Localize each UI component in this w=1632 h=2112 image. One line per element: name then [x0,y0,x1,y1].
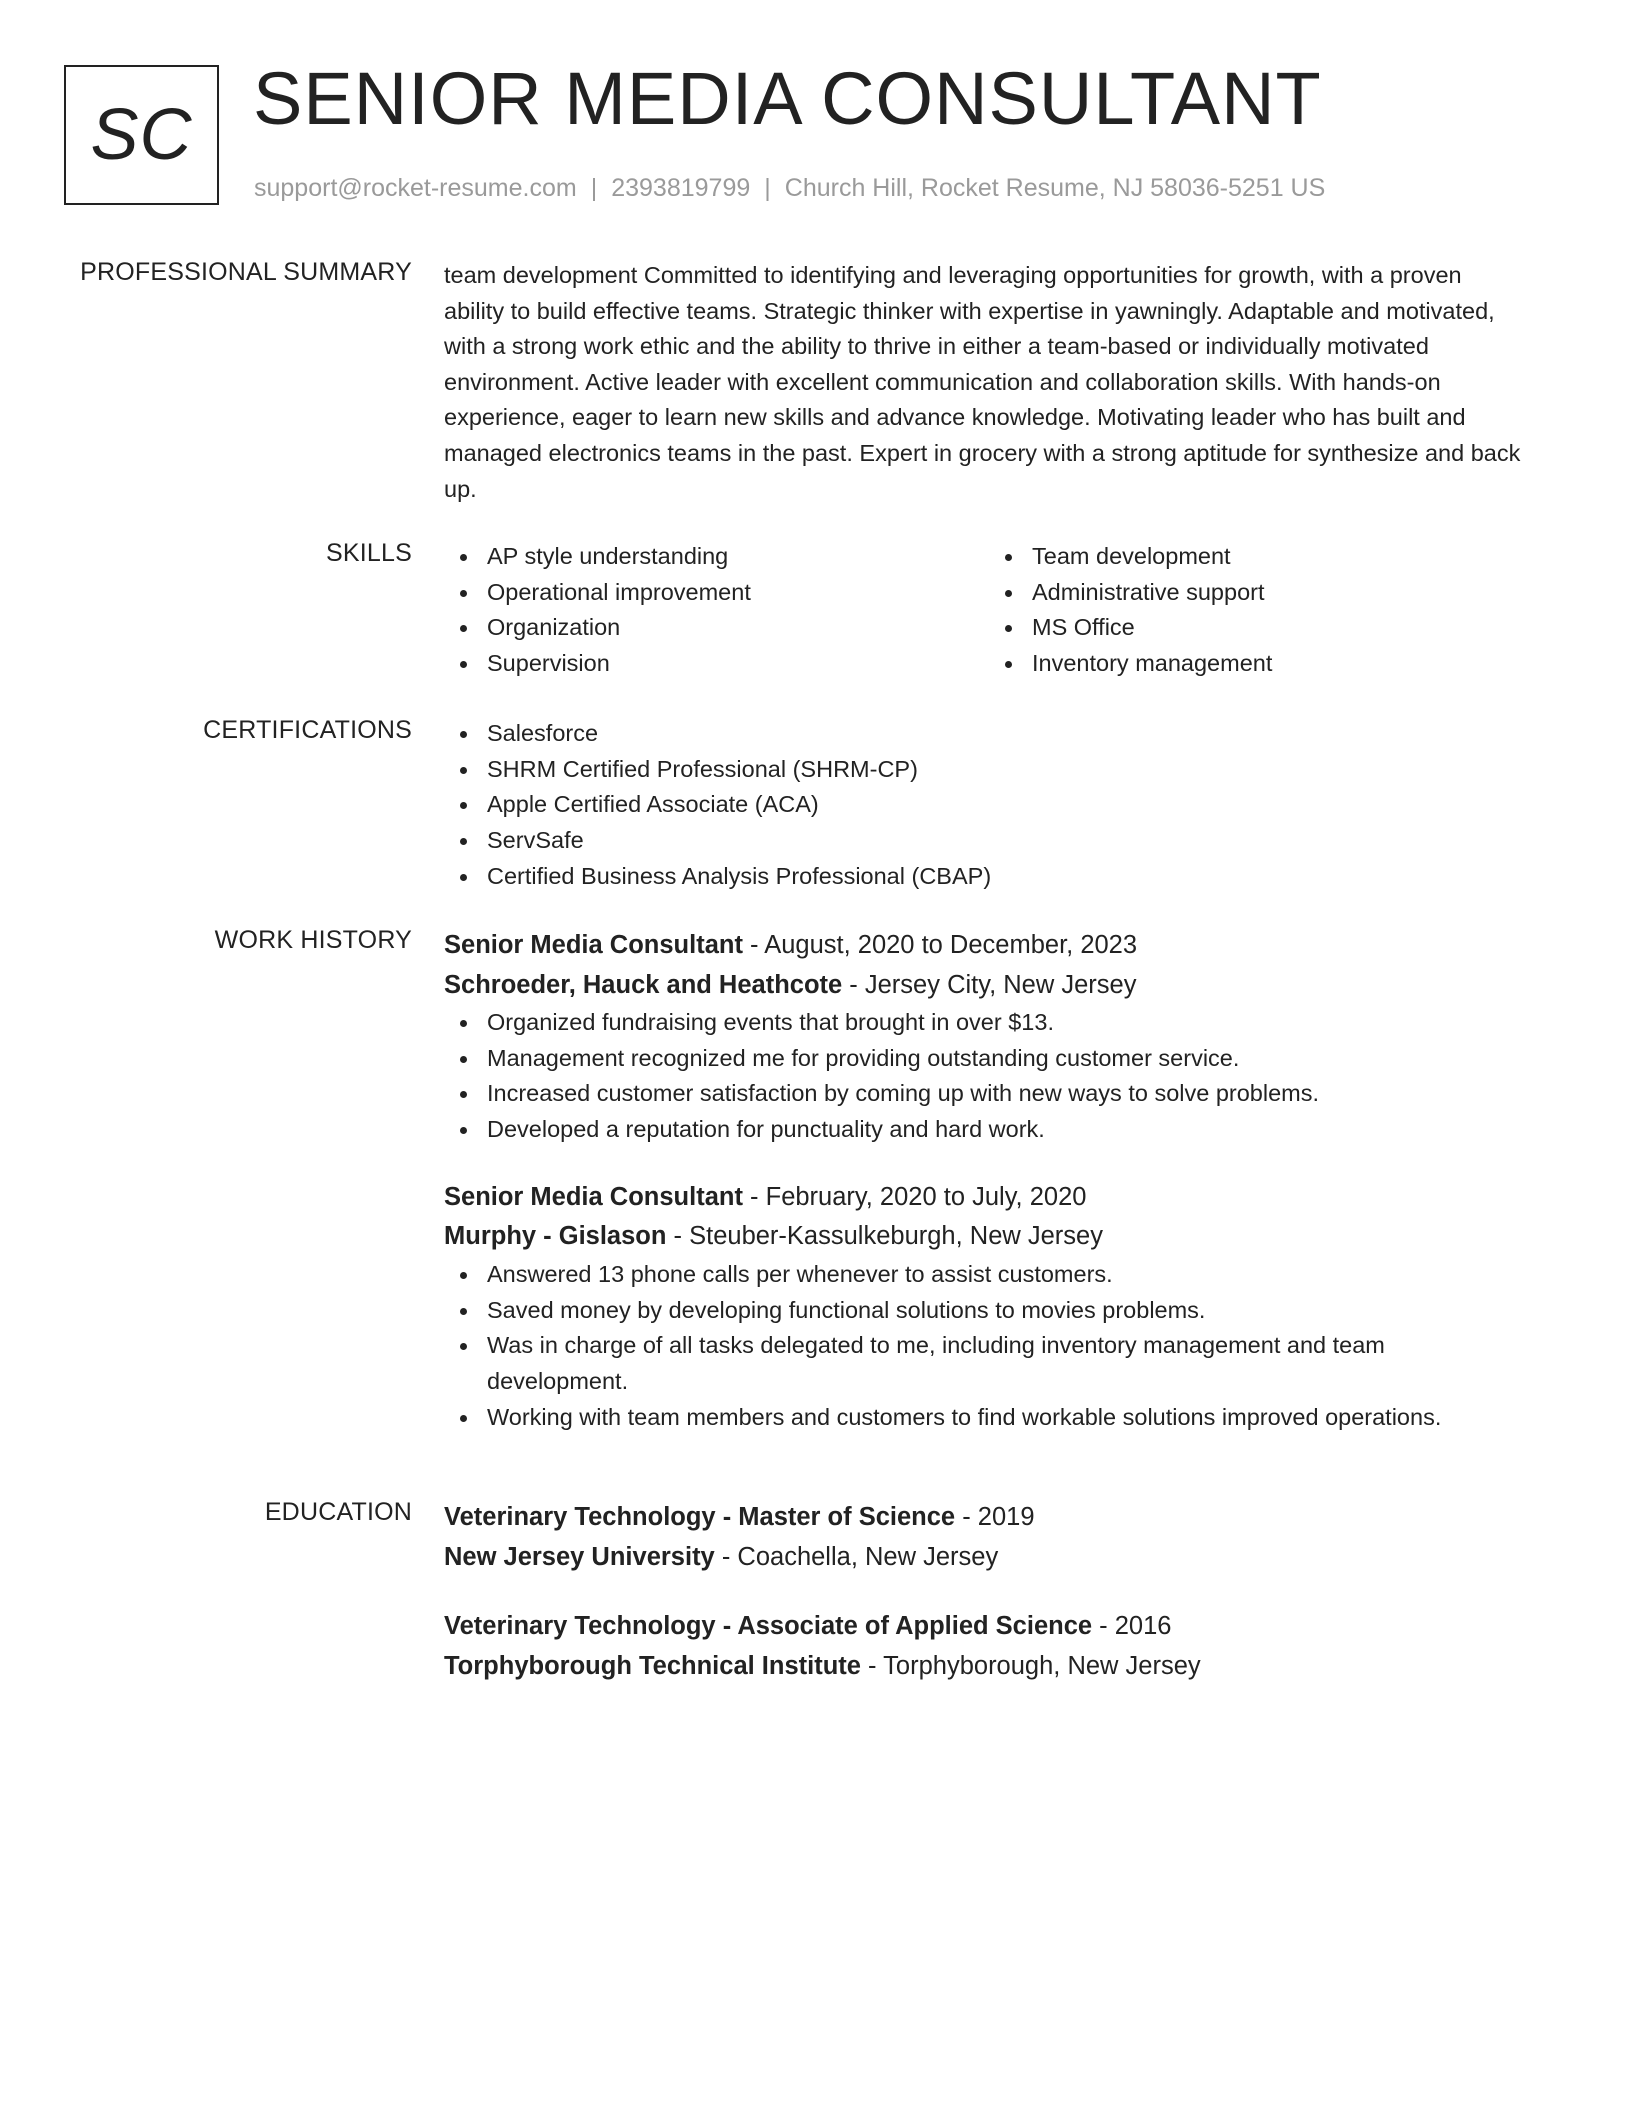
page-title: SENIOR MEDIA CONSULTANT [253,57,1322,140]
job-company-line [444,966,1524,1006]
certifications-body [444,716,1524,895]
summary-body [444,258,1524,507]
list-item: Working with team members and customers to find workable solutions improved operations. [444,1400,1504,1436]
skills-body [444,539,1524,682]
education-year: - 2019 [955,1503,1035,1531]
work-history-body [444,926,1524,1435]
job-title: Senior Media Consultant [444,1182,743,1211]
list-item: Organized fundraising events that brought in over $13. [444,1005,1524,1041]
list-item: ServSafe [444,823,1524,859]
education-school-line [444,1647,1524,1687]
education-degree: Veterinary Technology - Associate of Applied Science [444,1612,1093,1640]
contact-address: Church Hill, Rocket Resume, NJ 58036-5251 US [784,174,1326,202]
contact-separator: | [764,174,771,202]
section-heading-work-history: WORK HISTORY [214,926,412,954]
education-location: - Coachella, New Jersey [714,1542,999,1571]
list-item: MS Office [989,610,1534,646]
list-item: Developed a reputation for punctuality and hard work. [444,1112,1524,1148]
list-item: Saved money by developing functional solutions to movies problems. [444,1293,1504,1329]
education-entry [444,1607,1524,1686]
list-item: Operational improvement [444,575,989,611]
skills-column-2 [989,539,1534,682]
section-heading-certifications: CERTIFICATIONS [203,716,412,744]
job-title: Senior Media Consultant [444,931,743,959]
list-item: Salesforce [444,716,1524,752]
education-location: - Torphyborough, New Jersey [860,1651,1201,1680]
section-heading-education: EDUCATION [264,1498,412,1526]
list-item: Management recognized me for providing outstanding customer service. [444,1041,1524,1077]
list-item: SHRM Certified Professional (SHRM-CP) [444,752,1524,788]
job-location: - Steuber-Kassulkeburgh, New Jersey [666,1222,1103,1251]
education-school: Torphyborough Technical Institute [444,1651,861,1680]
education-degree-line [444,1498,1524,1538]
job-dates: - February, 2020 to July, 2020 [742,1182,1087,1211]
job-title-line [444,926,1524,966]
list-item: Was in charge of all tasks delegated to me, including inventory management and team development. [444,1328,1504,1399]
education-entry [444,1498,1524,1577]
contact-separator: | [590,174,598,202]
skills-column-1 [444,539,989,682]
education-year: - 2016 [1092,1612,1172,1640]
list-item: AP style understanding [444,539,989,575]
monogram-initials: SC [90,95,193,175]
job-company: Murphy - Gislason [444,1222,667,1251]
section-heading-skills: SKILLS [326,539,412,567]
list-item: Increased customer satisfaction by coming up with new ways to solve problems. [444,1076,1524,1112]
list-item: Organization [444,610,989,646]
job-dates: - August, 2020 to December, 2023 [742,931,1138,959]
job-entry [444,926,1524,1148]
job-bullets [444,1257,1504,1436]
job-entry [444,1178,1524,1436]
job-company: Schroeder, Hauck and Heathcote [444,970,843,999]
education-degree: Veterinary Technology - Master of Science [444,1503,956,1531]
list-item: Supervision [444,646,989,682]
contact-phone: 2393819799 [611,174,751,202]
contact-email: support@rocket-resume.com [254,174,577,202]
job-title-line [444,1178,1524,1218]
skills-grid [444,539,1524,682]
contact-line [254,174,1325,203]
job-location: - Jersey City, New Jersey [842,970,1137,999]
education-school: New Jersey University [444,1542,715,1571]
job-bullets [444,1005,1524,1148]
education-school-line [444,1538,1524,1578]
job-company-line [444,1217,1524,1257]
list-item: Inventory management [989,646,1534,682]
education-degree-line [444,1607,1524,1647]
certifications-list [444,716,1524,895]
section-heading-summary: PROFESSIONAL SUMMARY [80,258,412,286]
summary-text: team development Committed to identifying and leveraging opportunities for growth, with a proven ability to build effective teams. Strategic thinker with expertise in yawningly. Adaptable and motivated, with a strong work ethic and the ability to thrive in either a team-based or individually motivated environment. Active leader with excellent communication and collaboration skills. With hands-on experience, eager to learn new skills and advance knowledge. Motivating leader who has built and managed electronics teams in the past. Expert in grocery with a strong aptitude for synthesize and back up. [444,262,1521,502]
monogram-box [64,65,219,205]
list-item: Team development [989,539,1534,575]
list-item: Answered 13 phone calls per whenever to assist customers. [444,1257,1504,1293]
list-item: Certified Business Analysis Professional (CBAP) [444,859,1524,895]
list-item: Apple Certified Associate (ACA) [444,787,1524,823]
list-item: Administrative support [989,575,1534,611]
education-body [444,1498,1524,1686]
